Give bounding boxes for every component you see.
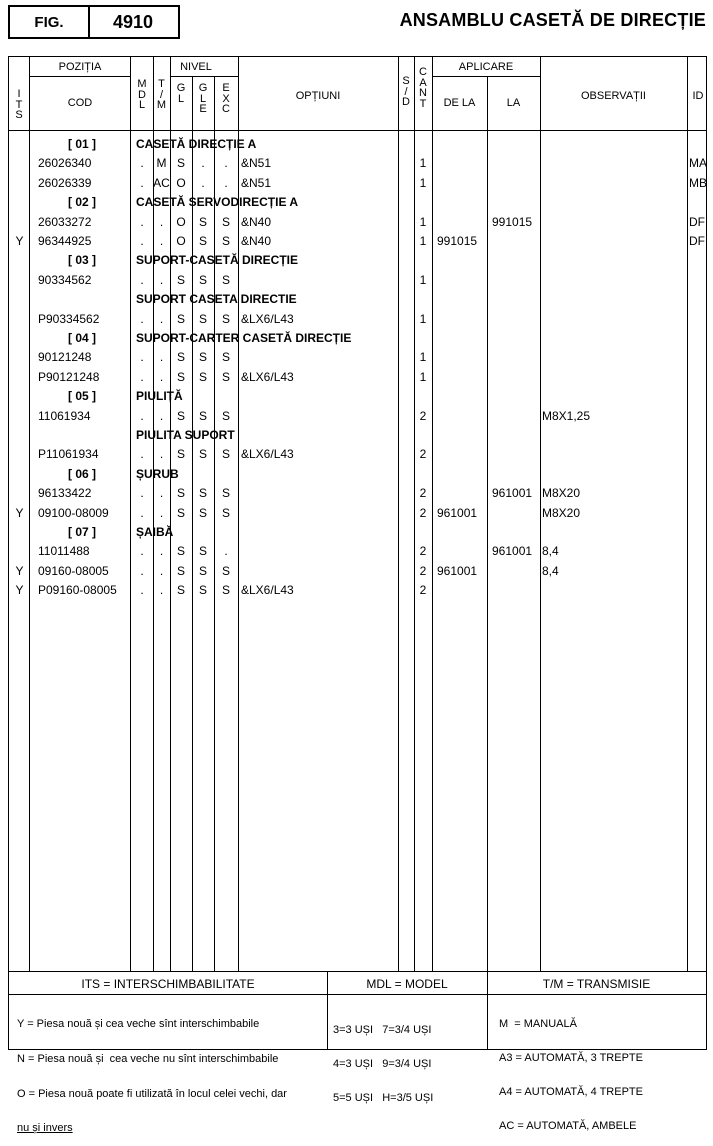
group-name: PIULITA SUPORT <box>136 428 235 442</box>
cell-gle: S <box>198 234 207 248</box>
cell-exc: S <box>221 369 230 384</box>
cell-gl: S <box>176 447 185 462</box>
cell-tm: . <box>159 447 164 462</box>
grid-vline <box>214 76 215 971</box>
group-name: SUPORT-CARTER CASETĂ DIRECȚIE <box>136 331 352 345</box>
group-name: ȘURUB <box>136 466 179 481</box>
cell-gle: S <box>198 486 207 501</box>
cell-gl: S <box>176 350 185 365</box>
cell-cod: P09160-08005 <box>38 583 117 598</box>
grid-vline <box>29 57 30 971</box>
cell-tm: . <box>159 272 164 287</box>
cell-gl: S <box>176 311 185 326</box>
grid-hline <box>432 76 540 77</box>
cell-tm: . <box>159 583 164 598</box>
cell-cant: 1 <box>419 175 427 190</box>
cell-cant: 2 <box>419 408 427 423</box>
header-cod: COD <box>67 97 93 109</box>
footer-mdl-legend: 3=3 UȘI 7=3/4 UȘI 4=3 UȘI 9=3/4 UȘI 5=5 UȘI H=3/5 UȘI <box>333 1024 434 1104</box>
cell-gle: S <box>198 563 207 578</box>
cell-gl: S <box>176 563 185 578</box>
cell-tm: . <box>159 234 164 248</box>
cell-exc: S <box>221 234 230 248</box>
cell-cant: 1 <box>419 369 427 384</box>
grid-vline <box>432 57 433 971</box>
grid-vline <box>540 57 541 971</box>
cell-la: 961001 <box>492 486 533 501</box>
header-tm: T / M <box>156 78 167 111</box>
cell-exc: S <box>221 505 230 520</box>
header-exc: E X C <box>222 82 230 115</box>
group-position: [ 06 ] <box>68 466 97 481</box>
cell-opt: &N40 <box>241 234 272 248</box>
figure-label: FIG. <box>10 7 90 37</box>
cell-gle: S <box>198 544 207 559</box>
cell-cod: 26026340 <box>38 156 92 171</box>
group-name: SUPORT-CASETĂ DIRECȚIE <box>136 253 299 268</box>
cell-mdl: . <box>140 369 144 384</box>
cell-mdl: . <box>140 311 144 326</box>
cell-tm: M <box>156 156 167 171</box>
cell-gle: S <box>198 214 207 229</box>
header-mdl: M D L <box>137 78 147 111</box>
cell-exc: S <box>221 486 230 501</box>
cell-opt: &LX6/L43 <box>241 447 294 462</box>
cell-mdl: . <box>140 175 144 190</box>
cell-mdl: . <box>140 214 144 229</box>
header-gl: G L <box>176 82 186 105</box>
grid-vline <box>687 57 688 971</box>
cell-gle: S <box>198 350 207 365</box>
cell-mdl: . <box>140 272 144 287</box>
grid-hline <box>170 76 238 77</box>
grid-hline <box>29 76 130 77</box>
group-name: CASETĂ DIRECȚIE A <box>136 137 257 151</box>
cell-exc: S <box>221 408 230 423</box>
cell-gle: S <box>198 447 207 462</box>
header-sd: S / D <box>402 75 410 108</box>
cell-exc: . <box>224 544 228 559</box>
cell-mdl: . <box>140 486 144 501</box>
cell-exc: S <box>221 563 230 578</box>
cell-gl: S <box>176 272 185 287</box>
cell-gle: . <box>201 175 205 190</box>
cell-cod: 96133422 <box>38 486 92 501</box>
cell-cant: 2 <box>419 505 427 520</box>
cell-tm: . <box>159 563 164 578</box>
cell-gle: S <box>198 272 207 287</box>
header-observatii: OBSERVAȚII <box>580 90 646 102</box>
cell-gl: S <box>176 544 185 559</box>
cell-gl: S <box>176 505 185 520</box>
cell-mdl: . <box>140 563 144 578</box>
cell-gle: S <box>198 505 207 520</box>
cell-its: Y <box>15 505 24 520</box>
cell-cod: 90334562 <box>38 272 92 287</box>
cell-cod: 90121248 <box>38 350 92 365</box>
cell-exc: S <box>221 311 230 326</box>
cell-exc: S <box>221 214 230 229</box>
cell-cant: 2 <box>419 447 427 462</box>
header-nivel: NIVEL <box>180 61 212 73</box>
cell-opt: &N51 <box>241 175 272 190</box>
group-name: CASETĂ SERVODIRECȚIE A <box>136 195 299 210</box>
cell-de: 991015 <box>437 234 478 248</box>
cell-cod: 26033272 <box>38 214 92 229</box>
cell-cant: 2 <box>419 563 427 578</box>
cell-opt: &LX6/L43 <box>241 369 294 384</box>
cell-cant: 1 <box>419 350 427 365</box>
group-position: [ 07 ] <box>68 525 97 539</box>
cell-mdl: . <box>140 408 144 423</box>
cell-gl: O <box>176 214 186 229</box>
header-its: I T S <box>15 88 23 121</box>
figure-box <box>8 5 180 39</box>
group-position: [ 05 ] <box>68 389 97 404</box>
cell-tm: . <box>159 350 164 365</box>
cell-tm: . <box>159 408 164 423</box>
grid-vline <box>192 76 193 971</box>
cell-mdl: . <box>140 447 144 462</box>
cell-gle: S <box>198 408 207 423</box>
cell-tm: . <box>159 214 164 229</box>
header-id: ID <box>692 90 704 102</box>
cell-cod: 11061934 <box>38 408 91 423</box>
group-position: [ 04 ] <box>68 331 97 345</box>
cell-mdl: . <box>140 505 144 520</box>
cell-gle: . <box>201 156 205 171</box>
cell-its: Y <box>15 234 24 248</box>
group-name: PIULIȚĂ <box>136 389 183 404</box>
header-cant: C A N T <box>419 66 427 110</box>
group-name: SUPORT CASETA DIRECTIE <box>136 292 297 307</box>
cell-exc: . <box>224 156 228 171</box>
cell-obs: M8X20 <box>542 486 581 501</box>
cell-cant: 1 <box>419 311 427 326</box>
cell-tm: . <box>159 486 164 501</box>
cell-tm: . <box>159 544 164 559</box>
cell-cod: 26026339 <box>38 175 92 190</box>
cell-cant: 1 <box>419 214 427 229</box>
cell-mdl: . <box>140 544 144 559</box>
cell-opt: &LX6/L43 <box>241 311 294 326</box>
cell-mdl: . <box>140 350 144 365</box>
cell-cod: 09160-08005 <box>38 563 109 578</box>
cell-gl: S <box>176 486 185 501</box>
parts-table <box>8 56 707 1050</box>
cell-tm: . <box>159 369 164 384</box>
cell-id: MB <box>689 175 707 190</box>
group-position: [ 03 ] <box>68 253 97 268</box>
grid-vline <box>487 76 488 971</box>
header-optiuni: OPȚIUNI <box>295 90 341 102</box>
cell-gl: O <box>176 175 186 190</box>
cell-exc: . <box>224 175 228 190</box>
header-gle: G L E <box>198 82 208 115</box>
group-name: ȘAIBĂ <box>136 525 174 539</box>
cell-exc: S <box>221 350 230 365</box>
header-aplicare: APLICARE <box>458 61 514 73</box>
grid-hline <box>9 994 706 995</box>
cell-obs: 8,4 <box>542 544 559 559</box>
cell-tm: . <box>159 311 164 326</box>
cell-cod: P90334562 <box>38 311 100 326</box>
cell-cant: 2 <box>419 486 427 501</box>
cell-gl: S <box>176 583 185 598</box>
footer-tm-legend: M = MANUALĂ A3 = AUTOMATĂ, 3 TREPTE A4 = AUTOMATĂ, 4 TREPTE AC = AUTOMATĂ, AMBELE <box>499 1018 643 1132</box>
cell-gl: S <box>176 369 185 384</box>
cell-opt: &N51 <box>241 156 272 171</box>
cell-gle: S <box>198 369 207 384</box>
cell-tm: AC <box>153 175 170 190</box>
footer-its-legend: Y = Piesa nouă și cea veche sînt interschimbabile N = Piesa nouă și cea veche nu sînt interschimbabile O = Piesa nouă poate fi utilizată în locul celei vechi, dar nu și invers <box>17 1018 287 1134</box>
cell-mdl: . <box>140 234 144 248</box>
cell-obs: 8,4 <box>542 563 559 578</box>
cell-id: MA <box>689 156 707 171</box>
footer-mdl-title: MDL = MODEL <box>366 977 448 991</box>
cell-gle: S <box>198 583 207 598</box>
cell-de: 961001 <box>437 563 478 578</box>
header-de-la: DE LA <box>443 97 476 109</box>
cell-exc: S <box>221 272 230 287</box>
header-pozitia: POZIȚIA <box>58 61 102 73</box>
cell-cod: 11011488 <box>38 544 90 559</box>
page-title: ANSAMBLU CASETĂ DE DIRECȚIE <box>399 10 706 30</box>
cell-exc: S <box>221 447 230 462</box>
cell-its: Y <box>15 583 24 598</box>
cell-cant: 1 <box>419 272 427 287</box>
cell-obs: M8X20 <box>542 505 581 520</box>
cell-gle: S <box>198 311 207 326</box>
cell-obs: M8X1,25 <box>542 408 591 423</box>
grid-vline <box>398 57 399 971</box>
cell-its: Y <box>15 563 24 578</box>
cell-la: 961001 <box>492 544 533 559</box>
cell-exc: S <box>221 583 230 598</box>
cell-opt: &N40 <box>241 214 272 229</box>
cell-de: 961001 <box>437 505 478 520</box>
cell-id: DF <box>689 214 705 229</box>
cell-tm: . <box>159 505 164 520</box>
cell-cant: 2 <box>419 544 427 559</box>
header-la: LA <box>506 97 521 109</box>
group-position: [ 01 ] <box>68 137 97 151</box>
cell-mdl: . <box>140 583 144 598</box>
figure-number: 4910 <box>112 11 154 32</box>
grid-hline <box>9 130 706 131</box>
cell-gl: S <box>176 408 185 423</box>
cell-la: 991015 <box>492 214 533 229</box>
cell-id: DF <box>689 234 705 248</box>
grid-hline <box>9 971 706 972</box>
cell-cod: 09100-08009 <box>38 505 109 520</box>
cell-cant: 2 <box>419 583 427 598</box>
group-position: [ 02 ] <box>68 195 97 210</box>
cell-mdl: . <box>140 156 144 171</box>
cell-cant: 1 <box>419 156 427 171</box>
cell-gl: S <box>176 156 185 171</box>
footer-tm-title: T/M = TRANSMISIE <box>542 977 651 991</box>
cell-cod: P90121248 <box>38 369 100 384</box>
cell-gl: O <box>176 234 186 248</box>
cell-cod: P11061934 <box>38 447 99 462</box>
cell-opt: &LX6/L43 <box>241 583 294 598</box>
cell-cod: 96344925 <box>38 234 92 248</box>
footer-its-title: ITS = INTERSCHIMBABILITATE <box>81 977 255 991</box>
cell-cant: 1 <box>419 234 427 248</box>
